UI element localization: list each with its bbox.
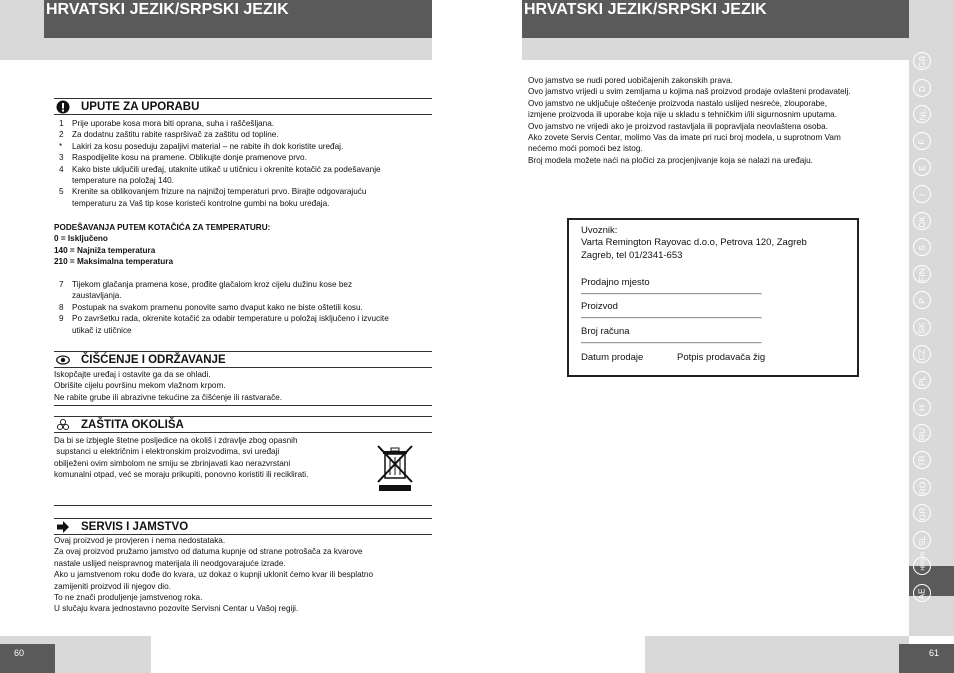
use-step [54,129,432,140]
section-env-title: ZAŠTITA OKOLIŠA [81,419,184,431]
temp-setting-off: 0 = Isključeno [54,234,108,244]
step-number: 1 [59,119,64,128]
env-line: obilježeni ovim simbolom ne smiju se zbrinjavati kao nerazvrstani [54,458,291,468]
section-service-heading [54,518,432,535]
language-tab-h[interactable] [913,398,931,416]
service-line: nastale uslijed neispravnog materijala ili neodgovarajuće izrade. [54,558,286,568]
use-step [54,164,432,175]
arrow-right-icon [56,520,70,534]
temp-setting-low: 140 = Najniža temperatura [54,245,156,255]
service-line: Za ovaj proizvod pružamo jamstvo od datuma kupnje od strane potrošača za kvarove [54,547,363,557]
service-line: Ovaj proizvod je provjeren i nema nedostataka. [54,536,226,545]
clean-text [54,369,432,403]
language-tab-f[interactable] [913,132,931,150]
use-step [54,313,432,324]
warranty-line: nećemo moći pomoći bez istog. [528,144,643,154]
section-use-heading [54,98,432,115]
language-code: HR/SRB [920,551,927,571]
step-text: Krenite sa oblikovanjem frizure na najnižoj temperaturi prvo. Birajte odgovarajuću [72,187,367,197]
env-text [54,435,354,481]
language-tab-i[interactable] [913,185,931,203]
use-step [54,186,432,197]
temp-settings-title: PODEŠAVANJA PUTEM KOTAČIĆA ZA TEMPERATURU: [54,223,271,232]
section-env-heading [54,416,432,433]
step-number: 4 [59,164,64,174]
warranty-card [567,218,859,377]
use-step [54,175,432,186]
weee-crossed-bin-icon [376,444,414,492]
invoice-label: Broj računa [581,326,630,337]
language-code: H [916,404,927,411]
language-code: DK [917,215,927,228]
use-steps-list-continued [54,279,432,336]
right-page-title: HRVATSKI JEZIK/SRPSKI JEZIK [522,0,909,38]
language-code: S [916,245,927,252]
use-step [54,198,432,209]
importer-label: Uvoznik: [581,225,618,236]
use-step [54,152,432,163]
sale-place-line[interactable]: ——————————————————— [581,288,762,299]
env-line: Da bi se izbjegle štetne posljedice na okoliš i zdravlje zbog opasnih [54,436,298,445]
service-line: U slučaju kvara jednostavno pozovite Servisni Centar u Vašoj regiji. [54,604,299,614]
step-number: 8 [59,302,64,312]
divider [54,405,432,406]
language-code: F [916,139,927,145]
service-text [54,535,432,615]
language-code: SK [917,322,927,334]
product-label: Proizvod [581,301,618,312]
env-line: komunalni otpad, već se moraju prikupiti, ponovno koristiti ili reciklirati. [54,470,309,480]
language-code: PL [917,375,927,387]
step-text: Lakiri za kosu poseduju zapaljivi material – ne rabite ih dok koristite uređaj. [72,141,344,151]
importer-phone: Zagreb, tel 01/2341-653 [581,250,683,261]
service-line: To ne znači produljenje jamstvenog roka. [54,593,203,603]
temp-settings [54,222,432,268]
step-number: 5 [59,187,64,197]
language-code: TR [917,455,927,467]
step-text: temperature na položaj 140. [72,176,174,186]
section-clean-heading [54,351,432,368]
language-tab-cz[interactable] [913,345,931,363]
warranty-line: Broj modela možete naći na pločici za procjenjivanje koja se nalazi na uređaju. [528,155,813,165]
sale-place-label: Prodajno mjesto [581,277,650,288]
step-number: * [59,141,63,151]
language-tab-tr[interactable] [913,451,931,469]
language-code: AE [917,588,927,600]
warranty-text [528,75,903,166]
clean-line: Ne rabite grube ili abrazivne tekućine za čišćenje ili rastvarače. [54,392,282,402]
temp-setting-max: 210 = Maksimalna temperatura [54,257,174,267]
divider [54,505,432,506]
warranty-line: Ako zovete Servis Centar, molimo Vas da imate pri ruci broj modela, u suprotnom Vam [528,133,841,143]
step-text: temperaturu za Vaš tip kose koristeći kontrolne gumbi na boku uređaja. [72,198,330,208]
language-code: P [916,298,927,305]
language-code: RU [917,428,927,441]
warranty-line: izmjene proizvoda ili uporabe koja nije u skladu s tehničkim i/ili sigurnosnim uputama. [528,110,838,120]
use-step [54,279,432,290]
warning-icon [56,100,70,114]
right-footer-band [645,636,909,673]
warranty-line: Ovo jamstvo vrijedi u svim zemljama u kojima naš proizvod prodaje ovlašteni prodavatelj. [528,87,851,97]
right-page-number: 61 [899,644,954,673]
service-line: zamijeniti proizvod ili njegov dio. [54,581,171,591]
language-tab-ru[interactable] [913,424,931,442]
importer-address: Varta Remington Rayovac d.o.o, Petrova 120, Zagreb [581,237,807,248]
left-page-number: 60 [0,644,55,673]
language-code: I [917,193,927,197]
use-step [54,118,432,129]
section-service-title: SERVIS I JAMSTVO [81,521,189,533]
language-code: GR [917,507,927,521]
seller-signature-label: Potpis prodavača žig [677,352,766,363]
use-step [54,290,432,301]
left-page-title: HRVATSKI JEZIK/SRPSKI JEZIK [44,0,432,38]
step-number: 7 [59,280,64,289]
product-line[interactable]: ——————————————————— [581,312,762,323]
sale-date-label: Datum prodaje [581,352,644,363]
step-text: Za dodatnu zaštitu rabite raspršivač za zaštitu od topline. [72,130,279,140]
language-code: D [916,85,927,92]
language-tab-gb[interactable] [913,52,931,70]
step-number: 3 [59,153,64,163]
step-text: zaustavljanja. [72,291,122,301]
language-tab-sl[interactable] [913,531,931,549]
recycle-icon [56,418,70,432]
warranty-line: Ovo jamstvo ne uključuje oštećenje proizvoda nastalo uslijed nesreće, zlouporabe, [528,98,828,108]
language-code: CZ [917,348,927,361]
env-line: supstanci u električnim i elektronskim proizvodima, svi uređaji [54,447,280,457]
warranty-line: Ovo jamstvo ne vrijedi ako je proizvod rastavljala ili popravljala neovlaštena osoba. [528,121,828,131]
invoice-line[interactable]: ——————————————————— [581,337,762,348]
use-step [54,302,432,313]
step-text: Tijekom glačanja pramena kose, prođite glačalom kroz cijelu dužinu kose bez [72,280,353,289]
clean-line: Obrišite cijelu površinu mekom vlažnom krpom. [54,381,226,391]
step-text: Postupak na svakom pramenu ponovite samo dvaput kako ne biste oštetili kosu. [72,302,363,312]
use-steps-list [54,118,432,209]
language-code: NL [917,109,927,121]
step-text: Prije uporabe kosa mora biti oprana, suha i raščešljana. [72,119,275,128]
use-step [54,141,432,152]
step-number: 9 [59,314,64,324]
language-tab-d[interactable] [913,79,931,97]
step-text: utikač iz utičnice [72,325,132,335]
language-code: GB [917,55,927,69]
language-tab-sk[interactable] [913,318,931,336]
use-step [54,325,432,336]
section-clean-title: ČIŠĆENJE I ODRŽAVANJE [81,354,226,366]
step-number: 2 [59,130,64,140]
step-text: Raspodijelite kosu na pramene. Oblikujte donje pramenove prvo. [72,153,307,163]
language-code: SL [917,535,927,546]
service-line: Ako u jamstvenom roku dođe do kvara, uz dokaz o kupnji uklonit ćemo kvar ili besplatno [54,570,374,580]
warranty-line: Ovo jamstvo se nudi pored uobičajenih zakonskih prava. [528,76,733,85]
eye-icon [56,353,70,367]
language-code: E [916,165,927,172]
step-text: Kako biste uključili uređaj, utaknite utikač u utičnicu i okrenite kotačić za podešavanje [72,164,381,174]
language-code: RO [917,481,927,494]
language-tab-ro[interactable] [913,478,931,496]
clean-line: Iskopčajte uređaj i ostavite ga da se ohladi. [54,370,211,379]
language-tab-dk[interactable] [913,212,931,230]
language-tab-fin[interactable] [913,265,931,283]
step-text: Po završetku rada, okrenite kotačić za odabir temperature u položaj isključeno i izvucite [72,314,389,324]
language-tab-gr[interactable] [913,504,931,522]
section-use-title: UPUTE ZA UPORABU [81,101,200,113]
language-tab-ae[interactable] [913,584,931,602]
language-code: FIN [916,267,927,282]
